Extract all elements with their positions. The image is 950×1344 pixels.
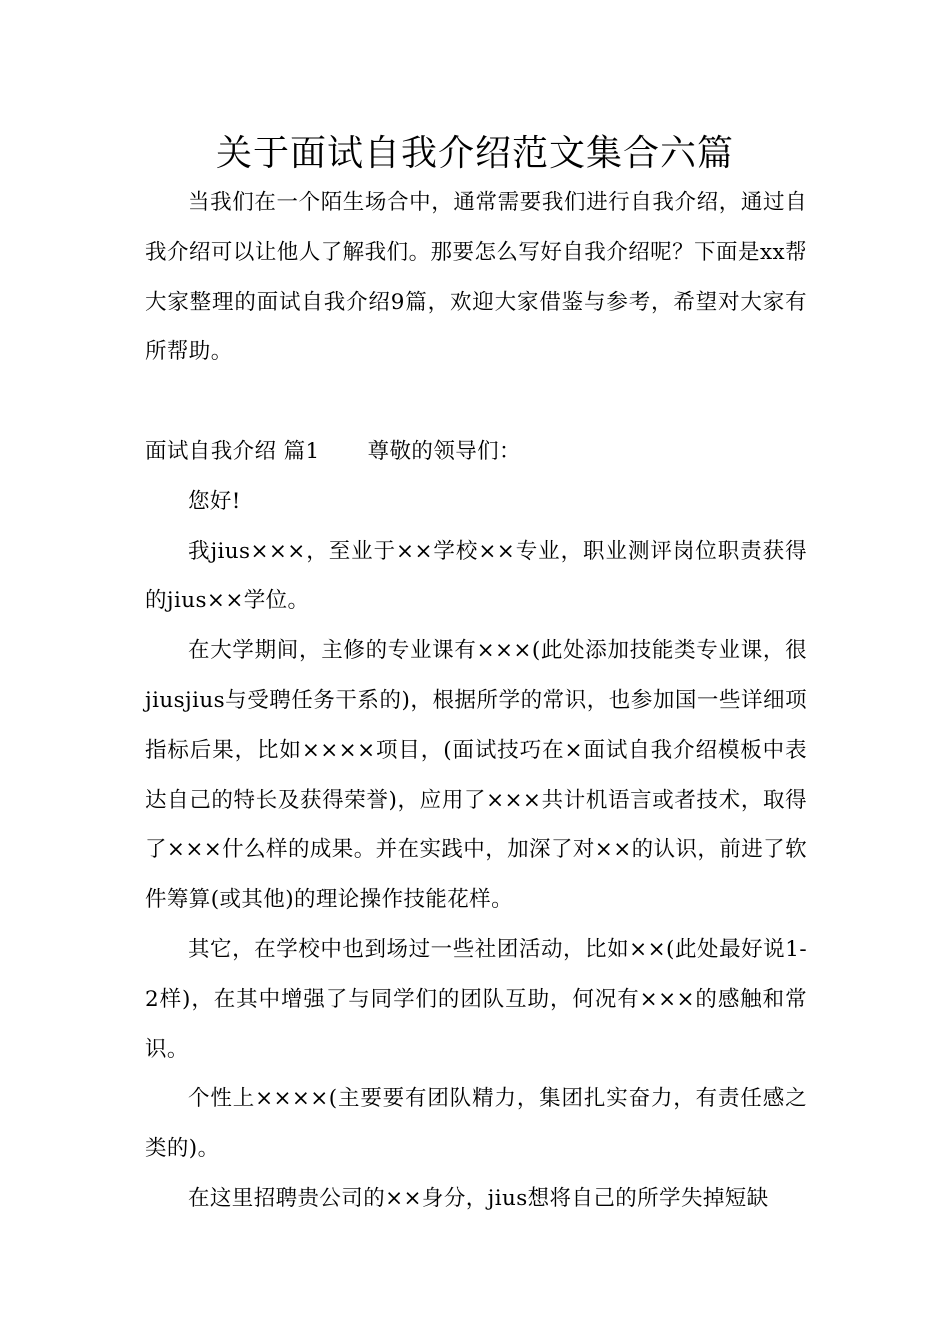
document-body xyxy=(145,178,807,1224)
section-heading-line xyxy=(145,427,807,477)
body-paragraph: 在这里招聘贵公司的××身分，jius想将自己的所学失掉短缺 xyxy=(188,1185,769,1211)
body-paragraph: 其它，在学校中也到场过一些社团活动，比如××(此处最好说1-2样)，在其中增强了与同学们的团队互助，何况有×××的感触和常识。 xyxy=(145,936,807,1062)
body-paragraph: 在大学期间，主修的专业课有×××(此处添加技能类专业课，很jiusjius与受聘任务干系的)，根据所学的常识，也参加国一些详细项指标后果，比如××××项目，(面试技巧在×面试自我介绍模板中表达自己的特长及获得荣誉)，应用了×××共计机语言或者技术，取得了×××什么样的成果。并在实践中，加深了对××的认识，前进了软件筹算(或其他)的理论操作技能花样。 xyxy=(145,638,807,913)
body-paragraph: 我jius×××，至业于××学校××专业，职业测评岗位职责获得的jius××学位。 xyxy=(145,538,807,614)
body-paragraph: 个性上××××(主要要有团队精力，集团扎实奋力，有责任感之类的)。 xyxy=(145,1086,807,1162)
greeting: 您好! xyxy=(188,488,241,514)
section-heading: 面试自我介绍 篇1 xyxy=(145,438,320,464)
document-title: 关于面试自我介绍范文集合六篇 xyxy=(215,133,734,174)
salutation: 尊敬的领导们： xyxy=(367,438,521,464)
intro-paragraph: 当我们在一个陌生场合中，通常需要我们进行自我介绍，通过自我介绍可以让他人了解我们。那要怎么写好自我介绍呢？下面是xx帮大家整理的面试自我介绍9篇，欢迎大家借鉴与参考，希望对大家有所帮助。 xyxy=(145,190,807,365)
